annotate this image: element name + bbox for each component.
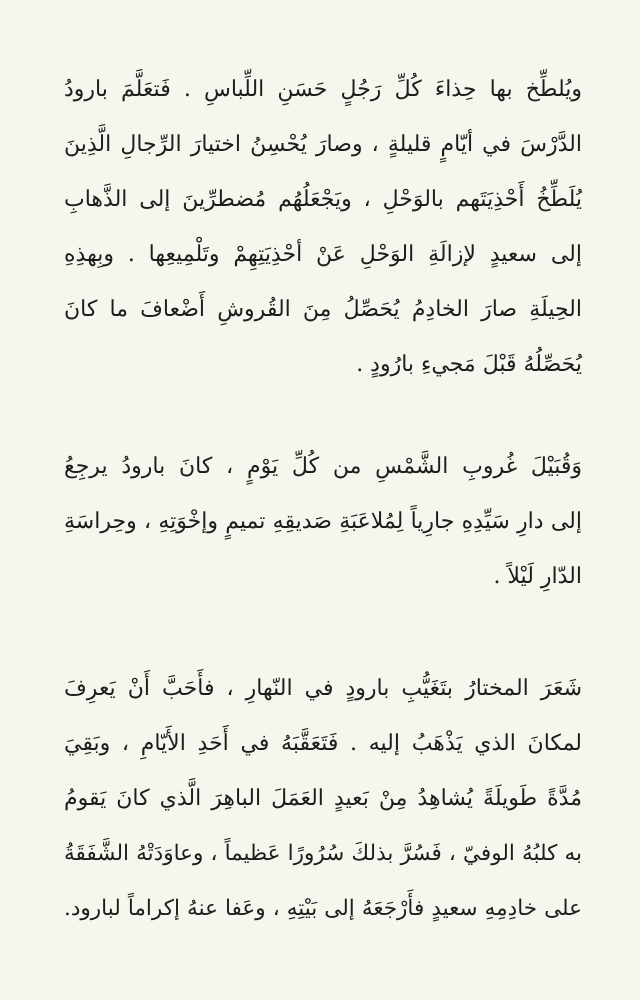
text-line: الدَّرْسَ في أيّامٍ قليلةٍ ، وصارَ يُحْسِنُ اختيارَ الرِّجالِ الَّذِينَ: [64, 132, 582, 157]
text-line: لمكانَ الذي يَذْهَبُ إليه . فَتَعَقَّبَهُ في أَحَدِ الأَيّامِ ، وبَقِيَ: [64, 731, 582, 756]
text-line: يُحَصِّلُهُ قَبْلَ مَجيءِ بارُودٍ .: [356, 352, 582, 377]
text-line: الدّارِ لَيْلاً .: [493, 564, 582, 589]
text-line: الحِيلَةِ صارَ الخادِمُ يُحَصِّلُ مِنَ القُروشِ أَضْعافَ ما كانَ: [64, 297, 582, 322]
text-line: إلى دارِ سَيِّدِهِ جارِياً لِمُلاعَبَةِ صَديقِهِ تميمٍ وإخْوَتِهِ ، وحِراسَةِ: [64, 509, 582, 534]
paragraph-3: [64, 661, 582, 936]
text-line: على خادِمِهِ سعيدٍ فأَرْجَعَهُ إلى بَيْتِهِ ، وعَفا عنهُ إكراماً لبارود.: [64, 896, 582, 921]
text-line: ويُلطِّخ بها حِذاءَ كُلِّ رَجُلٍ حَسَنِ اللِّباسِ . فَتعَلَّمَ بارودُ: [64, 77, 582, 102]
text-line: شَعَرَ المختارُ بتَغَيُّبِ بارودٍ في النّهارِ ، فأَحَبَّ أَنْ يَعرِفَ: [64, 676, 582, 701]
text-line: إلى سعيدٍ لإزالَةِ الوَحْلِ عَنْ أحْذِيَتِهِمْ وتَلْمِيعِها . وبِهذِهِ: [64, 242, 582, 267]
paragraph-2: [64, 439, 582, 604]
text-line: وَقُبَيْلَ غُروبِ الشَّمْسِ من كُلِّ يَوْمٍ ، كانَ بارودُ يرجِعُ: [64, 454, 582, 479]
text-line: به كلبُهُ الوفيّ ، فَسُرَّ بذلكَ سُرُورًا عَظيماً ، وعاوَدَتْهُ الشَّفَقَةُ: [64, 841, 582, 866]
paragraph-spacer: [64, 604, 582, 661]
text-line: مُدَّةً طَويلَةً يُشاهِدُ مِنْ بَعيدٍ العَمَلَ الباهِرَ الَّذي كانَ يَقومُ: [64, 786, 582, 811]
text-line: يُلَطِّخُ أَحْذِيَتَهم بالوَحْلِ ، ويَجْعَلُهُم مُضطرِّينَ إلى الذَّهابِ: [64, 187, 582, 212]
paragraph-1: [64, 62, 582, 392]
paragraph-spacer: [64, 392, 582, 439]
